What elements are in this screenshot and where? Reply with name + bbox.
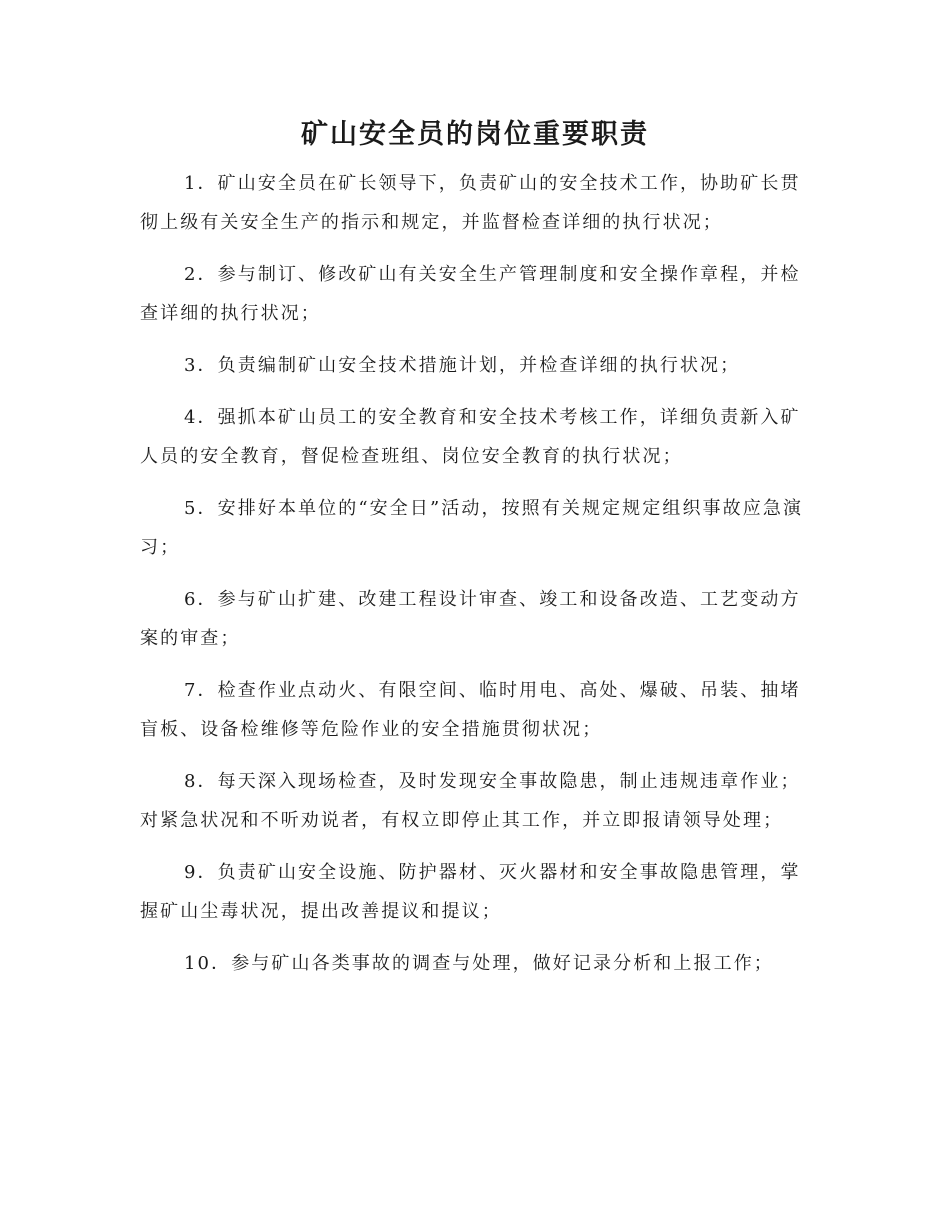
duty-item-2: 2．参与制订、修改矿山有关安全生产管理制度和安全操作章程，并检查详细的执行状况；: [140, 264, 801, 324]
duty-item-6: 6．参与矿山扩建、改建工程设计审查、竣工和设备改造、工艺变动方案的审查；: [140, 589, 801, 649]
document-body: [140, 164, 810, 996]
duty-item-5: 5．安排好本单位的“安全日”活动，按照有关规定规定组织事故应急演习；: [140, 498, 804, 558]
document-title: 矿山安全员的岗位重要职责: [301, 119, 649, 150]
duty-item-10: 10．参与矿山各类事故的调查与处理，做好记录分析和上报工作；: [184, 953, 774, 974]
duty-item-3: 3．负责编制矿山安全技术措施计划，并检查详细的执行状况；: [184, 355, 741, 376]
duty-item-1: 1．矿山安全员在矿长领导下，负责矿山的安全技术工作，协助矿长贯彻上级有关安全生产的指示和规定，并监督检查详细的执行状况；: [140, 173, 801, 233]
duty-item-7: 7．检查作业点动火、有限空间、临时用电、高处、爆破、吊装、抽堵盲板、设备检维修等危险作业的安全措施贯彻状况；: [140, 680, 801, 740]
duty-item-9: 9．负责矿山安全设施、防护器材、灭火器材和安全事故隐患管理，掌握矿山尘毒状况，提出改善提议和提议；: [140, 862, 801, 922]
duty-item-4: 4．强抓本矿山员工的安全教育和安全技术考核工作，详细负责新入矿人员的安全教育，督促检查班组、岗位安全教育的执行状况；: [140, 407, 801, 467]
duty-item-8: 8．每天深入现场检查，及时发现安全事故隐患，制止违规违章作业；对紧急状况和不听劝说者，有权立即停止其工作，并立即报请领导处理；: [140, 771, 801, 831]
